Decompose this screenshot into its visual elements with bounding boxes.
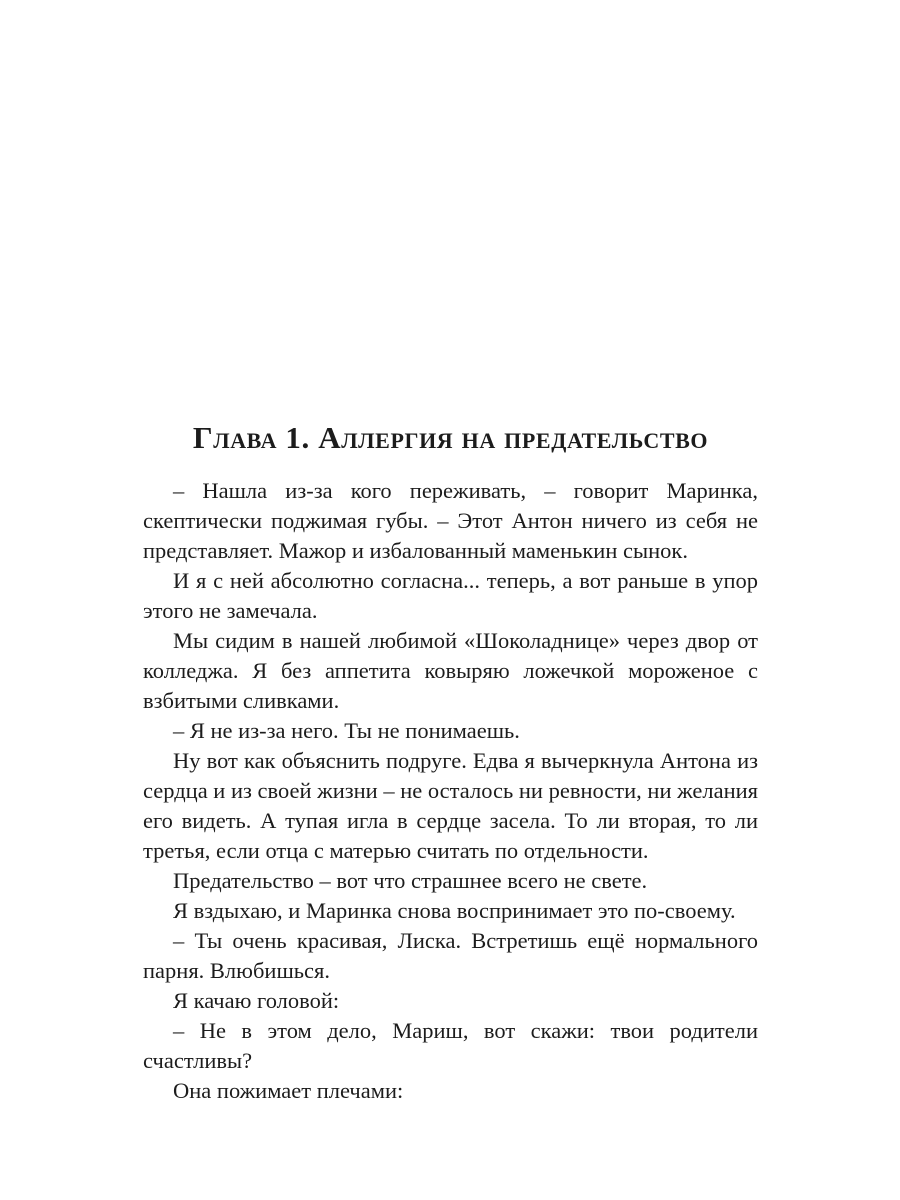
paragraph: Предательство – вот что страшнее всего не свете. (173, 868, 648, 893)
paragraph: Я вздыхаю, и Маринка снова воспринимает это по-своему. (173, 898, 736, 923)
paragraph: – Ты очень красивая, Лиска. Встретишь ещё нормального парня. Влюбишься. (143, 928, 758, 983)
paragraph: – Не в этом дело, Мариш, вот скажи: твои родители счастливы? (143, 1018, 758, 1073)
paragraph: Я качаю головой: (173, 988, 340, 1013)
paragraph: Ну вот как объяснить подруге. Едва я вычеркнула Антона из сердца и из своей жизни – не осталось ни ревности, ни желания его видеть. А тупая игла в сердце засела. То ли вторая, то ли третья, если отца с матерью считать по отдельности. (143, 748, 758, 863)
paragraph: – Я не из-за него. Ты не понимаешь. (173, 718, 520, 743)
paragraph: Мы сидим в нашей любимой «Шоколаднице» через двор от колледжа. Я без аппетита ковыряю ложечкой мороженое с взбитыми сливками. (143, 628, 758, 713)
paragraph: И я с ней абсолютно согласна... теперь, а вот раньше в упор этого не замечала. (143, 568, 758, 623)
book-page (143, 0, 758, 1200)
paragraph: – Нашла из-за кого переживать, – говорит Маринка, скептически поджимая губы. – Этот Антон ничего из себя не представляет. Мажор и избалованный маменькин сынок. (143, 478, 758, 563)
paragraph: Она пожимает плечами: (173, 1078, 404, 1103)
chapter-body (143, 476, 758, 1106)
chapter-title: Глава 1. Аллергия на предательство (192, 420, 709, 455)
